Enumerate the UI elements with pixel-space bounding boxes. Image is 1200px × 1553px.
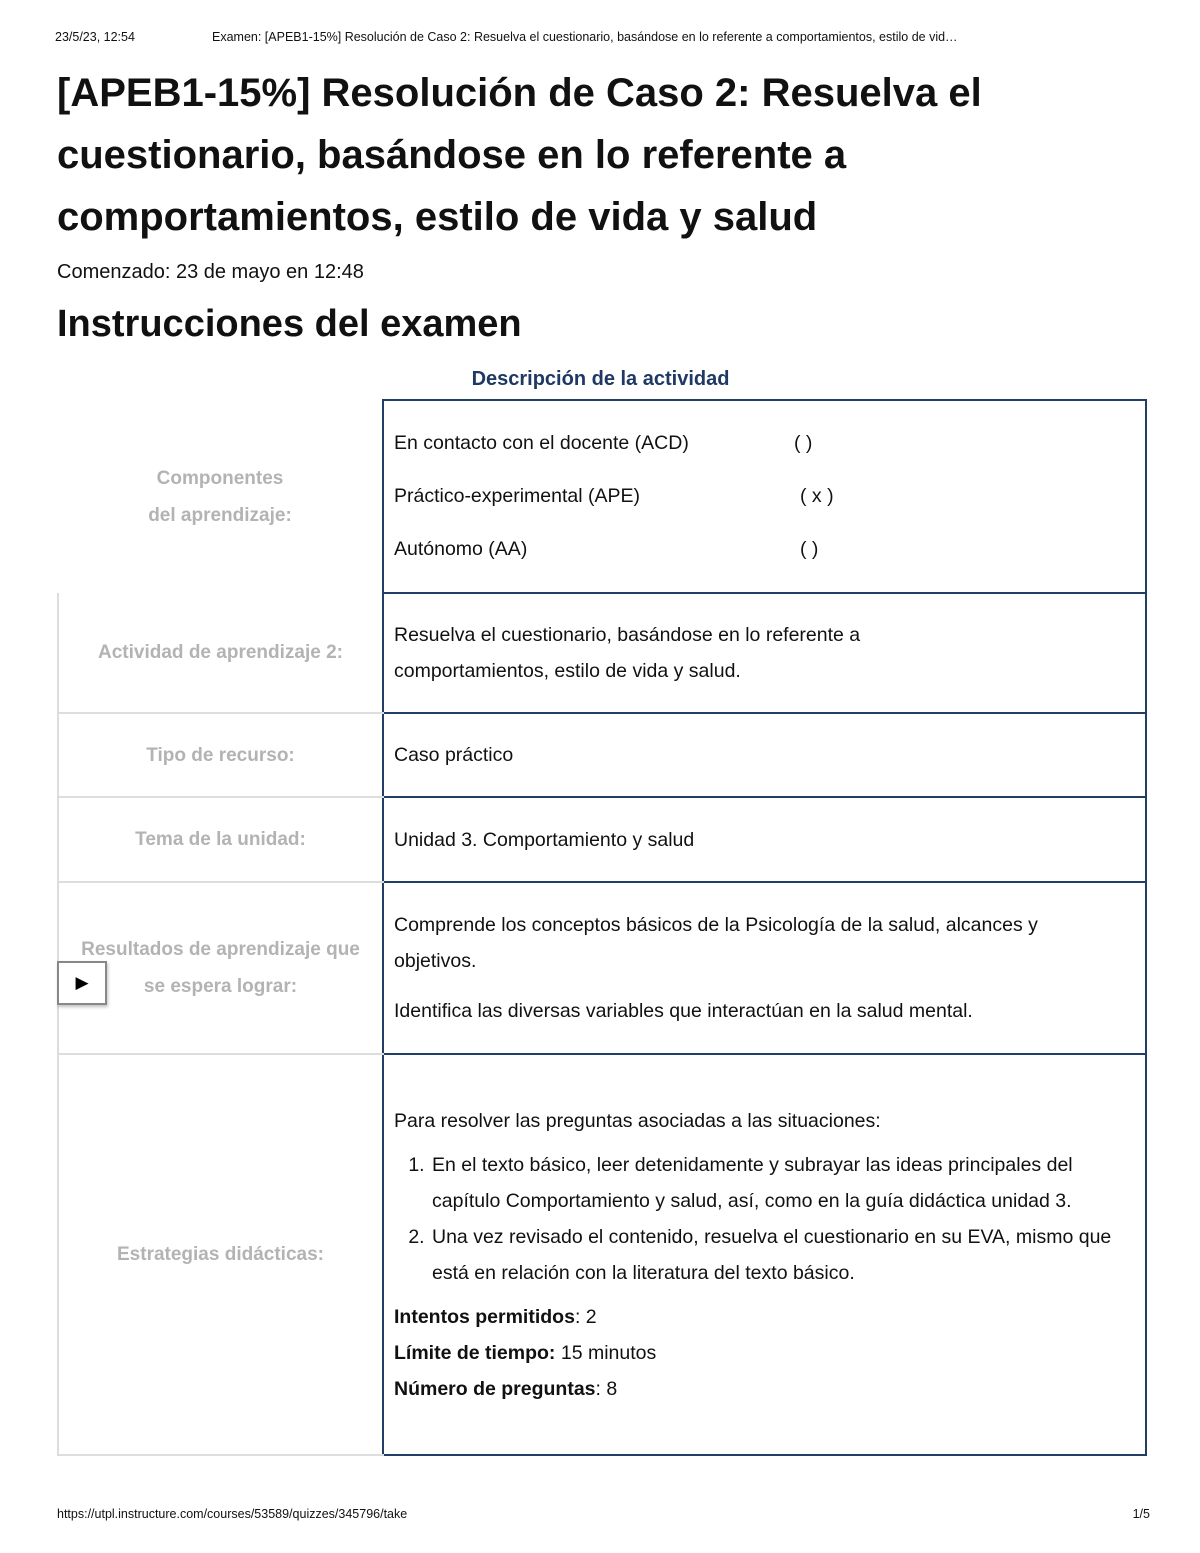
print-url: https://utpl.instructure.com/courses/53589/quizzes/345796/take xyxy=(57,1507,408,1521)
activity-label: Actividad de aprendizaje 2: xyxy=(58,593,383,713)
table-caption: Descripción de la actividad xyxy=(471,368,730,390)
started-timestamp: Comenzado: 23 de mayo en 12:48 xyxy=(57,261,364,283)
unit-value: Unidad 3. Comportamiento y salud xyxy=(383,797,1146,882)
page-number: 1/5 xyxy=(1132,1507,1150,1521)
component-item-mark: ( ) xyxy=(800,538,819,560)
time-label: Límite de tiempo: xyxy=(394,1341,556,1364)
outcome-item: Identifica las diversas variables que interactúan en la salud mental. xyxy=(394,1000,973,1022)
play-button[interactable] xyxy=(57,961,107,1005)
print-date: 23/5/23, 12:54 xyxy=(55,30,135,44)
print-footer xyxy=(57,1507,1150,1521)
activity-value-text: Resuelva el cuestionario, basándose en lo referente a comportamientos, estilo de vida y salud. xyxy=(394,624,861,682)
outcomes-value xyxy=(383,882,1146,1054)
table-row-strategies xyxy=(58,1054,1146,1455)
table-row-resource xyxy=(58,713,1146,797)
attempts-allowed xyxy=(394,1299,1135,1335)
outcomes-label-text: Resultados de aprendizaje que se espera lograr: xyxy=(81,939,360,997)
activity-description-table xyxy=(57,399,1147,1456)
time-limit xyxy=(394,1335,1135,1371)
table-row-activity xyxy=(58,593,1146,713)
attempts-label: Intentos permitidos xyxy=(394,1305,575,1328)
print-document-title: Examen: [APEB1-15%] Resolución de Caso 2: Resuelva el cuestionario, basándose en lo referente a comportamientos, estilo de vid… xyxy=(212,30,958,44)
component-item-label: Autónomo (AA) xyxy=(394,538,528,560)
components-label xyxy=(58,400,383,593)
table-row-components xyxy=(58,400,1146,593)
component-item-ape xyxy=(394,470,1135,523)
component-item-mark: ( x ) xyxy=(800,485,834,507)
activity-value xyxy=(383,593,1146,713)
components-label-text: Componentes del aprendizaje: xyxy=(148,467,292,526)
table-row-outcomes xyxy=(58,882,1146,1054)
attempts-value: : 2 xyxy=(574,1305,597,1328)
component-item-aa xyxy=(394,523,1135,576)
play-icon: ▶ xyxy=(75,973,89,992)
resource-label: Tipo de recurso: xyxy=(58,713,383,797)
unit-label: Tema de la unidad: xyxy=(58,797,383,882)
page-title: [APEB1-15%] Resolución de Caso 2: Resuelva el cuestionario, basándose en lo referente a comportamientos, estilo de vida y salud xyxy=(57,71,982,239)
outcome-item: Comprende los conceptos básicos de la Psicología de la salud, alcances y objetivos. xyxy=(394,914,1038,972)
questions-label: Número de preguntas xyxy=(394,1377,596,1400)
section-title: Instrucciones del examen xyxy=(57,303,522,345)
strategies-label: Estrategias didácticas: xyxy=(58,1054,383,1455)
strategies-steps xyxy=(394,1147,1135,1291)
strategy-step: 2. Una vez revisado el contenido, resuelva el cuestionario en su EVA, mismo que está en relación con la literatura del texto básico. xyxy=(430,1219,1135,1291)
component-item-mark: ( ) xyxy=(794,432,813,454)
strategy-step: 1. En el texto básico, leer detenidamente y subrayar las ideas principales del capítulo Comportamiento y salud, así, como en la guía didáctica unidad 3. xyxy=(430,1147,1135,1219)
question-count xyxy=(394,1371,1135,1407)
component-item-label: Práctico-experimental (APE) xyxy=(394,485,640,507)
component-item-label: En contacto con el docente (ACD) xyxy=(394,432,689,454)
resource-value: Caso práctico xyxy=(383,713,1146,797)
component-item-acd xyxy=(394,417,1135,470)
strategies-value xyxy=(383,1054,1146,1455)
time-value: 15 minutos xyxy=(555,1341,657,1364)
table-row-unit xyxy=(58,797,1146,882)
strategies-intro: Para resolver las preguntas asociadas a las situaciones: xyxy=(394,1109,881,1132)
questions-value: : 8 xyxy=(595,1377,618,1400)
components-value xyxy=(383,400,1146,593)
